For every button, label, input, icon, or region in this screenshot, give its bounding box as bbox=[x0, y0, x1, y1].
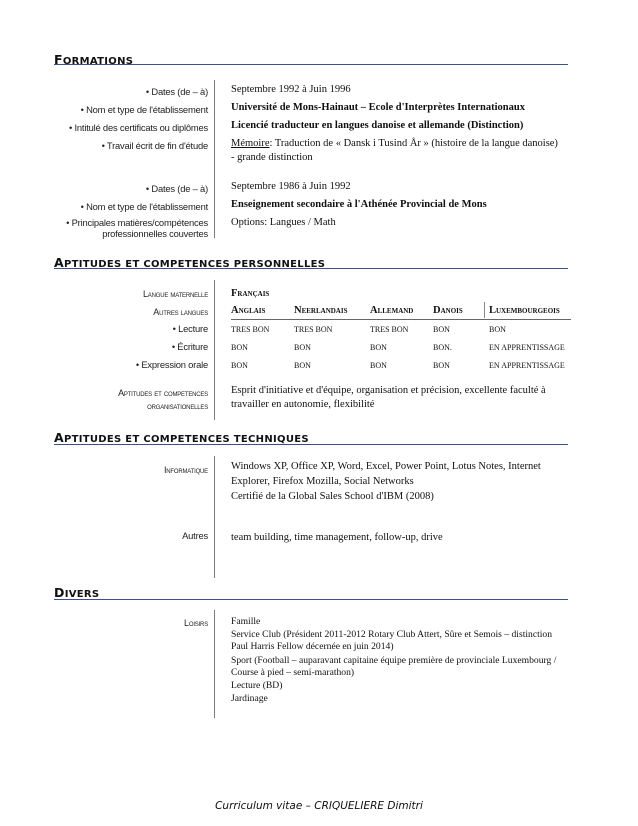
writing-allemand: BON bbox=[370, 343, 387, 352]
section-title-rest: IVERS bbox=[64, 589, 100, 600]
column-divider bbox=[214, 80, 215, 238]
value-leisure-line: Course à pied – semi-marathon) bbox=[231, 667, 355, 678]
language-anglais: Anglais bbox=[231, 305, 266, 316]
section-title-rest: PTITUDES ET COMPETENCES PERSONNELLES bbox=[63, 259, 326, 270]
reading-allemand: TRES BON bbox=[370, 325, 409, 334]
section-title-divers bbox=[54, 585, 99, 600]
label-org-1: Aptitudes et competences bbox=[118, 388, 208, 398]
value-dates: Septembre 1986 à Juin 1992 bbox=[231, 181, 351, 192]
writing-danois: BON. bbox=[433, 343, 452, 352]
label-dates: • Dates (de – à) bbox=[145, 86, 208, 97]
reading-anglais: TRES BON bbox=[231, 325, 270, 334]
value-other: team building, time management, follow-up, drive bbox=[231, 532, 443, 543]
label-mother-tongue: Langue maternelle bbox=[142, 289, 208, 299]
language-danois: Danois bbox=[433, 305, 463, 316]
section-title-cap: A bbox=[54, 430, 64, 445]
reading-danois: BON bbox=[433, 325, 450, 334]
value-leisure-line: Jardinage bbox=[231, 693, 268, 704]
writing-luxembourgeois: EN APPRENTISSAGE bbox=[489, 343, 565, 352]
column-divider bbox=[214, 456, 215, 578]
reading-luxembourgeois: BON bbox=[489, 325, 506, 334]
language-header-rule bbox=[231, 319, 571, 320]
section-title-cap: A bbox=[54, 255, 64, 270]
section-rule bbox=[54, 268, 568, 269]
value-org-line1: Esprit d'initiative et d'équipe, organisation et précision, excellente faculté à bbox=[231, 385, 546, 396]
value-leisure-line: Sport (Football – auparavant capitaine équipe première de provinciale Luxembourg / bbox=[231, 655, 557, 666]
value-thesis bbox=[231, 138, 558, 149]
label-school: • Nom et type de l'établissement bbox=[80, 104, 208, 115]
value-it-line2: Explorer, Firefox Mozilla, Social Networks bbox=[231, 476, 414, 487]
value-diploma: Licencié traducteur en langues danoise et allemande (Distinction) bbox=[231, 120, 524, 131]
speaking-neerlandais: BON bbox=[294, 361, 311, 370]
writing-neerlandais: BON bbox=[294, 343, 311, 352]
speaking-danois: BON bbox=[433, 361, 450, 370]
label-writing: • Écriture bbox=[171, 341, 208, 352]
value-org-line2: travailler en autonomie, flexibilité bbox=[231, 399, 375, 410]
label-other: Autres bbox=[182, 530, 208, 541]
section-title-cap: F bbox=[54, 52, 63, 67]
value-leisure-line: Service Club (Président 2011-2012 Rotary Club Attert, Sûre et Semois – distinction bbox=[231, 629, 553, 640]
thesis-text: : Traduction de « Dansk i Tusind År » (histoire de la langue danoise) bbox=[269, 138, 558, 149]
label-thesis: • Travail écrit de fin d'étude bbox=[101, 140, 208, 151]
language-allemand: Allemand bbox=[370, 305, 414, 316]
label-subjects-2: professionnelles couvertes bbox=[102, 228, 208, 239]
label-leisure: Loisirs bbox=[184, 618, 208, 628]
reading-neerlandais: TRES BON bbox=[294, 325, 333, 334]
section-title-rest: PTITUDES ET COMPETENCES TECHNIQUES bbox=[63, 434, 309, 445]
section-title-technical bbox=[54, 430, 309, 445]
label-dates: • Dates (de – à) bbox=[145, 183, 208, 194]
value-mother-tongue: Français bbox=[231, 288, 270, 299]
language-luxembourgeois: Luxembourgeois bbox=[489, 305, 560, 316]
label-org-2: organisationelles bbox=[147, 401, 208, 411]
speaking-allemand: BON bbox=[370, 361, 387, 370]
thesis-prefix: Mémoire bbox=[231, 138, 270, 149]
label-speaking: • Expression orale bbox=[135, 359, 208, 370]
speaking-luxembourgeois: EN APPRENTISSAGE bbox=[489, 361, 565, 370]
value-school: Université de Mons-Hainaut – Ecole d'Interprètes Internationaux bbox=[231, 102, 525, 113]
page-footer: Curriculum vitae – CRIQUELIERE Dimitri bbox=[215, 800, 423, 812]
value-leisure-line: Famille bbox=[231, 616, 261, 627]
column-divider bbox=[214, 280, 215, 420]
section-title-cap: D bbox=[54, 585, 65, 600]
value-it-line3: Certifié de la Global Sales School d'IBM (2008) bbox=[231, 491, 434, 502]
speaking-anglais: BON bbox=[231, 361, 248, 370]
section-title-rest: ORMATIONS bbox=[62, 56, 134, 67]
language-separator bbox=[484, 302, 485, 318]
language-neerlandais: Neerlandais bbox=[294, 305, 348, 316]
value-leisure-line: Lecture (BD) bbox=[231, 680, 283, 691]
column-divider bbox=[214, 610, 215, 718]
label-subjects-1: • Principales matières/compétences bbox=[66, 217, 208, 228]
label-reading: • Lecture bbox=[172, 323, 208, 334]
section-rule bbox=[54, 599, 568, 600]
label-diploma: • Intitulé des certificats ou diplômes bbox=[69, 122, 208, 133]
section-rule bbox=[54, 64, 568, 65]
writing-anglais: BON bbox=[231, 343, 248, 352]
value-subjects: Options: Langues / Math bbox=[231, 217, 336, 228]
value-thesis-line2: - grande distinction bbox=[231, 152, 313, 163]
value-dates: Septembre 1992 à Juin 1996 bbox=[231, 84, 351, 95]
value-leisure-line: Paul Harris Fellow décernée en juin 2014) bbox=[231, 641, 394, 652]
label-other-languages: Autres langues bbox=[153, 307, 208, 317]
label-it: Informatique bbox=[164, 465, 208, 475]
section-rule bbox=[54, 444, 568, 445]
label-school: • Nom et type de l'établissement bbox=[80, 201, 208, 212]
value-school: Enseignement secondaire à l'Athénée Provincial de Mons bbox=[231, 199, 487, 210]
value-it-line1: Windows XP, Office XP, Word, Excel, Power Point, Lotus Notes, Internet bbox=[231, 461, 541, 472]
